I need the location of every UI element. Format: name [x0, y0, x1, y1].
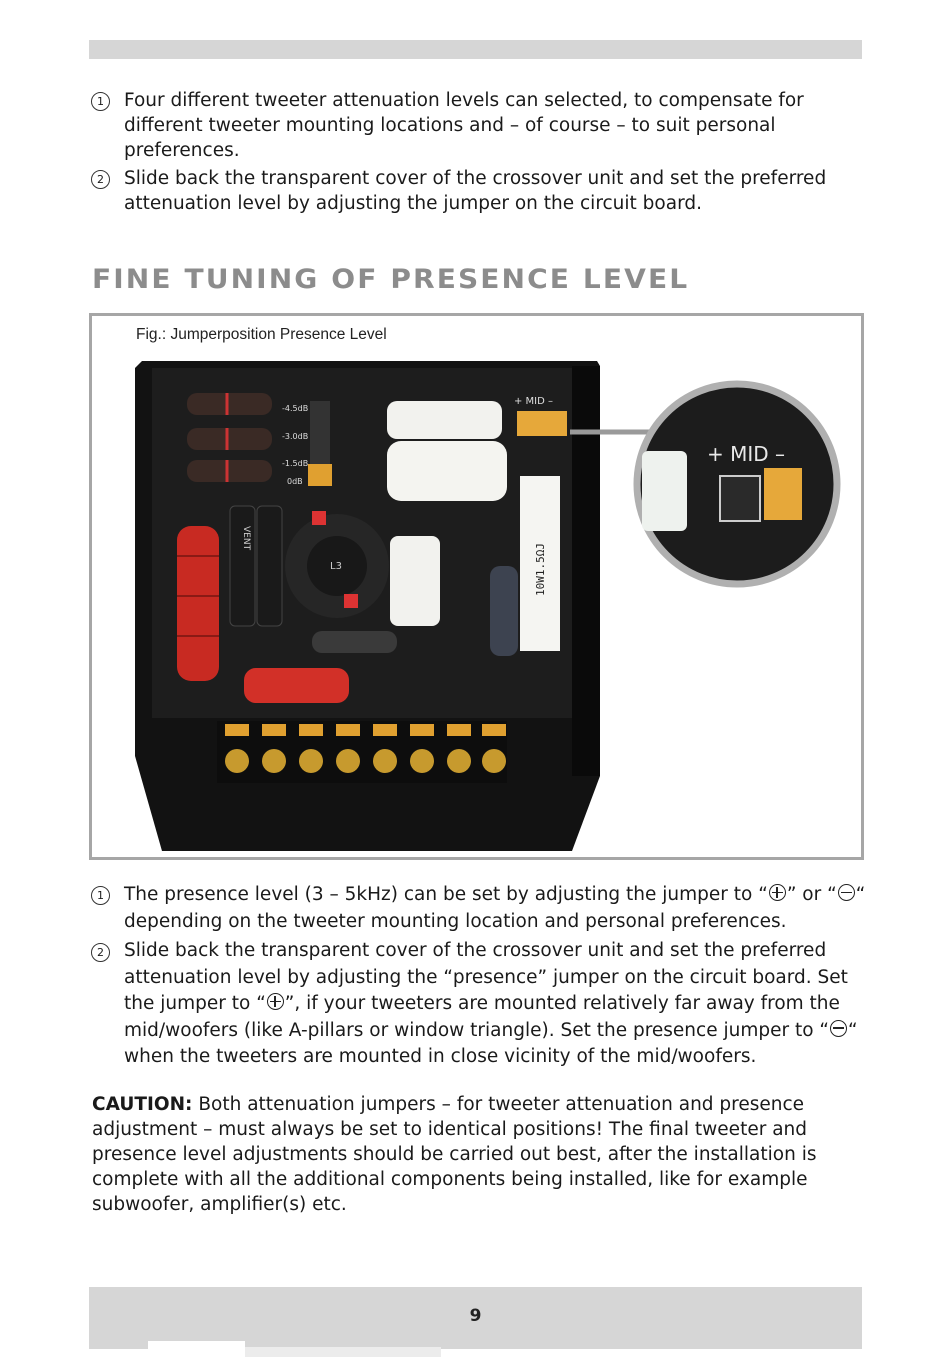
resistor	[490, 566, 518, 656]
step-text: Four different tweeter attenuation levels can selected, to compensate for different tweeter mounting locations and – of course – to suit personal preferences.	[124, 90, 804, 161]
coil-label: L3	[330, 561, 342, 572]
footer-tab-shade	[245, 1347, 441, 1357]
step-number: 1	[91, 92, 110, 111]
att-label-2: -3.0dB	[282, 432, 309, 441]
capacitor	[387, 441, 507, 501]
step-text: Slide back the transparent cover of the crossover unit and set the preferred attenuation level by adjusting the “presence” jumper on the circuit board. Set the jumper to “	[124, 940, 848, 1014]
header-bar	[89, 40, 862, 59]
step-text: “ when the tweeters are mounted in close vicinity of the mid/woofers.	[124, 1019, 858, 1067]
presence-steps	[91, 881, 866, 1074]
step-text: Slide back the transparent cover of the crossover unit and set the preferred attenuation level by adjusting the jumper on the circuit board.	[124, 168, 827, 214]
attenuation-resistors	[187, 393, 272, 482]
cap-label: VENT	[241, 526, 251, 551]
circled-minus-icon	[838, 884, 855, 901]
figure-caption: Fig.: Jumperposition Presence Level	[136, 326, 387, 343]
section-heading: FINE TUNING OF PRESENCE LEVEL	[92, 264, 690, 295]
page-number: 9	[469, 1306, 482, 1326]
zoom-detail	[637, 384, 837, 584]
list-item	[91, 938, 866, 1071]
step-text: The presence level (3 – 5kHz) can be set by adjusting the jumper to “	[124, 884, 768, 905]
step-text: ”, if your tweeters are mounted relatively far away from the mid/woofers (like A-pillars or window triangle). Set the presence jumper to “	[124, 993, 840, 1041]
footer-bar	[89, 1287, 862, 1349]
list-item	[91, 881, 866, 935]
mid-label: + MID –	[514, 396, 554, 407]
att-label-4: 0dB	[287, 477, 303, 486]
list-item	[91, 88, 866, 163]
circled-plus-icon	[769, 884, 786, 901]
circled-minus-icon	[830, 1020, 847, 1037]
attenuation-steps	[91, 88, 866, 219]
step-text: “ depending on the tweeter mounting location and personal preferences.	[124, 884, 866, 932]
caution-text: Both attenuation jumpers – for tweeter attenuation and presence adjustment – must always be set to identical positions! The final tweeter and presence level adjustments should be carried out best, after the installation is complete with all the additional components being installed, like for example subwoofer, amplifier(s) etc.	[92, 1094, 817, 1215]
attenuation-jumper	[308, 401, 332, 486]
step-text: ” or “	[786, 884, 837, 905]
caution-paragraph	[92, 1092, 862, 1217]
list-item	[91, 166, 866, 216]
capacitor	[390, 536, 440, 626]
figure-frame	[89, 313, 864, 860]
att-label-3: -1.5dB	[282, 459, 309, 468]
zoom-mid-label: + MID –	[707, 442, 786, 466]
footer-tab	[148, 1341, 245, 1357]
resistor	[312, 631, 397, 653]
step-number: 2	[91, 943, 110, 962]
caution-label: CAUTION:	[92, 1094, 193, 1115]
capacitor	[387, 401, 502, 439]
circled-plus-icon	[267, 993, 284, 1010]
resistor-label: 10W1.5ΩJ	[534, 543, 547, 596]
step-number: 2	[91, 170, 110, 189]
mid-jumper	[517, 411, 567, 436]
att-label-1: -4.5dB	[282, 404, 309, 413]
air-coil-large	[177, 526, 219, 681]
air-coil-small	[244, 668, 349, 703]
crossover-board-photo	[132, 356, 852, 856]
step-number: 1	[91, 886, 110, 905]
